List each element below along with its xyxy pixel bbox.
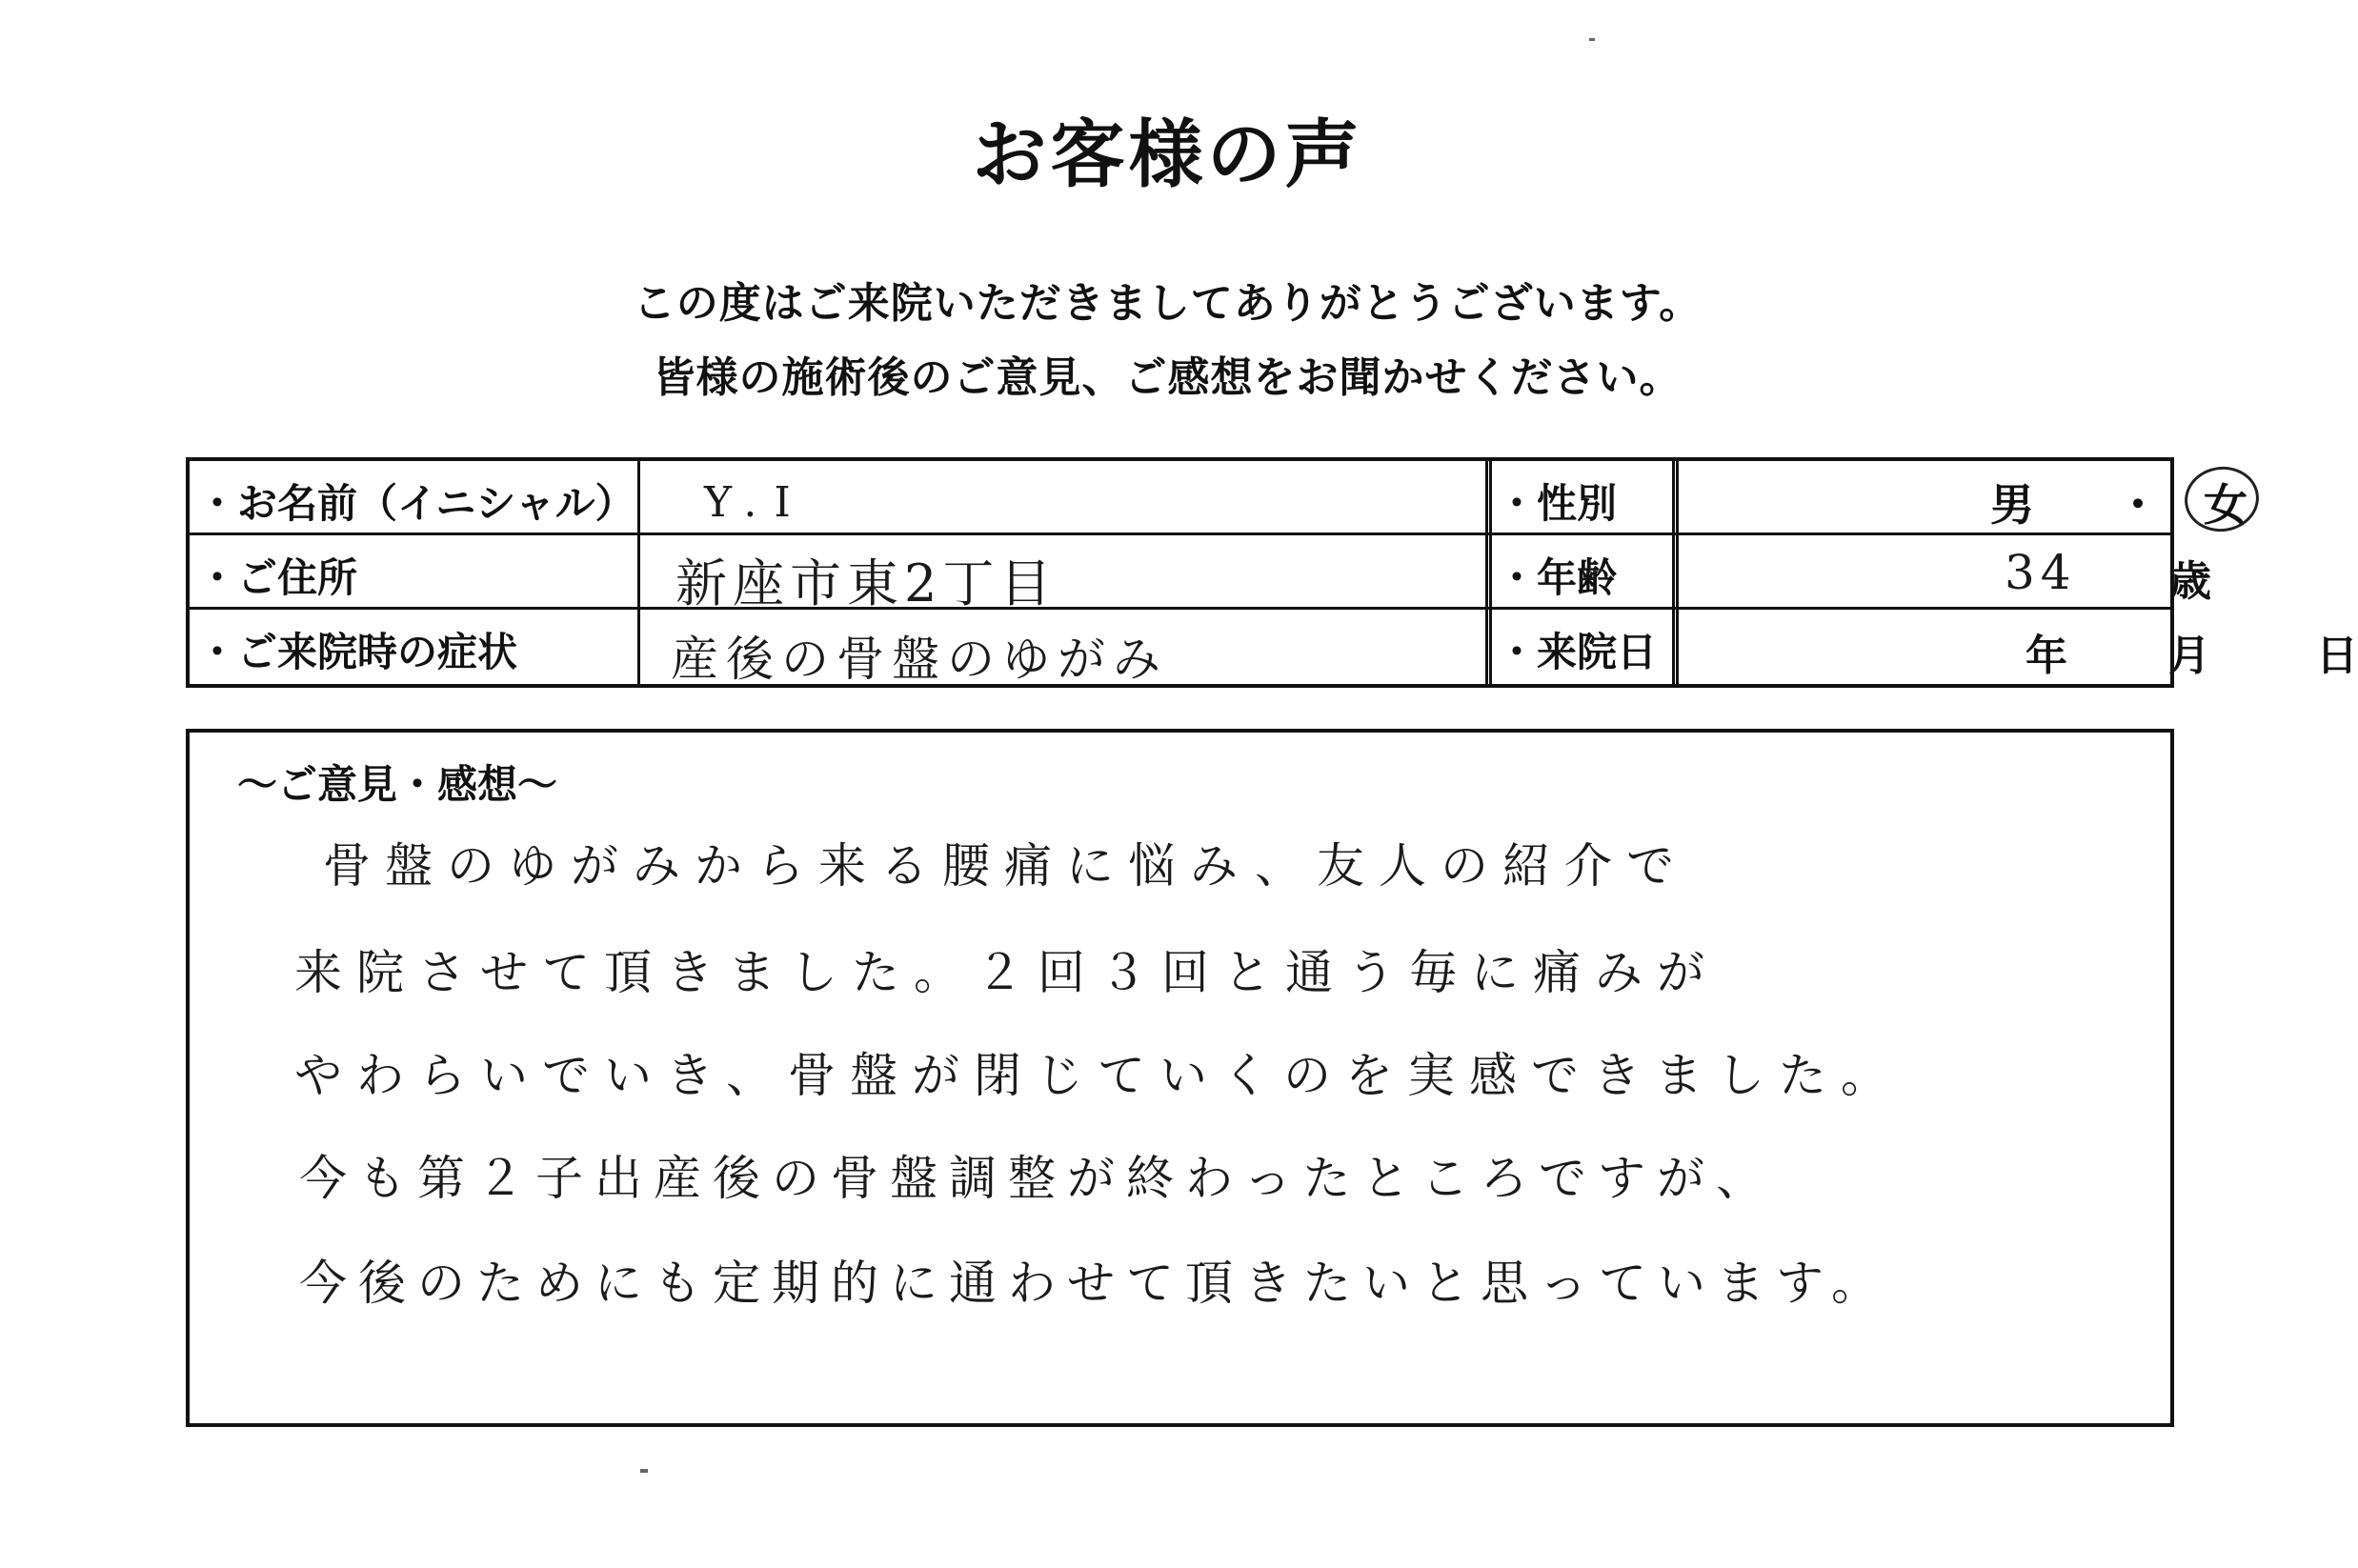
gender-label: ・性別 [1497, 480, 1618, 527]
address-label: ・ご住所 [197, 554, 358, 601]
page-title: お客様の声 [972, 112, 1363, 198]
gender-option-female: 女 [2204, 479, 2247, 531]
visit-month-unit: 月 [2168, 632, 2210, 680]
symptom-label: ・ご来院時の症状 [197, 629, 518, 675]
info-row-address [190, 535, 2211, 613]
name-value: Y.I [704, 478, 808, 527]
comments-header: 〜ご意見・感想〜 [237, 761, 558, 808]
comment-line: 今も第２子出産後の骨盤調整が終わったところですが、 [299, 1151, 1775, 1206]
gender-separator: ・ [2116, 479, 2160, 531]
visit-day-unit: 日 [2316, 632, 2358, 680]
scan-speck [1589, 38, 1595, 41]
comment-line: 今後のためにも定期的に通わせて頂きたいと思っています。 [299, 1256, 1890, 1311]
age-unit: 歳 [2169, 557, 2211, 606]
info-row-name [190, 461, 2247, 535]
info-row-symptom [190, 610, 2358, 687]
intro-line-2: 皆様の施術後のご意見、ご感想をお聞かせください。 [653, 353, 1683, 402]
comment-line: 来院させて頂きました。２回３回と通う毎に痛みが [294, 945, 1719, 1000]
table-divider [1485, 461, 1488, 684]
address-value: 新座市東2丁目 [675, 553, 1058, 613]
customer-info-table [186, 457, 2358, 688]
name-label: ・お名前（イニシャル） [197, 480, 635, 527]
age-label: ・年齢 [1497, 554, 1618, 601]
age-value: 34 [2005, 545, 2077, 600]
scan-speck [640, 1469, 648, 1473]
comments-box [186, 729, 2174, 1427]
gender-option-male: 男 [1990, 479, 2034, 531]
visit-date-label: ・来院日 [1497, 629, 1658, 675]
table-divider [637, 461, 640, 684]
table-divider [1489, 461, 1492, 684]
intro-line-1: この度はご来院いただきましてありがとうございます。 [633, 279, 1703, 328]
comment-line: やわらいでいき、骨盤が閉じていくのを実感できました。 [294, 1048, 1903, 1103]
table-divider [1672, 461, 1675, 684]
visit-year-unit: 年 [2025, 632, 2067, 680]
table-divider [1676, 461, 1679, 684]
symptom-value: 産後の骨盤のゆがみ [671, 632, 1168, 687]
comment-line: 骨盤のゆがみから来る腰痛に悩み、友人の紹介で [323, 838, 1688, 894]
